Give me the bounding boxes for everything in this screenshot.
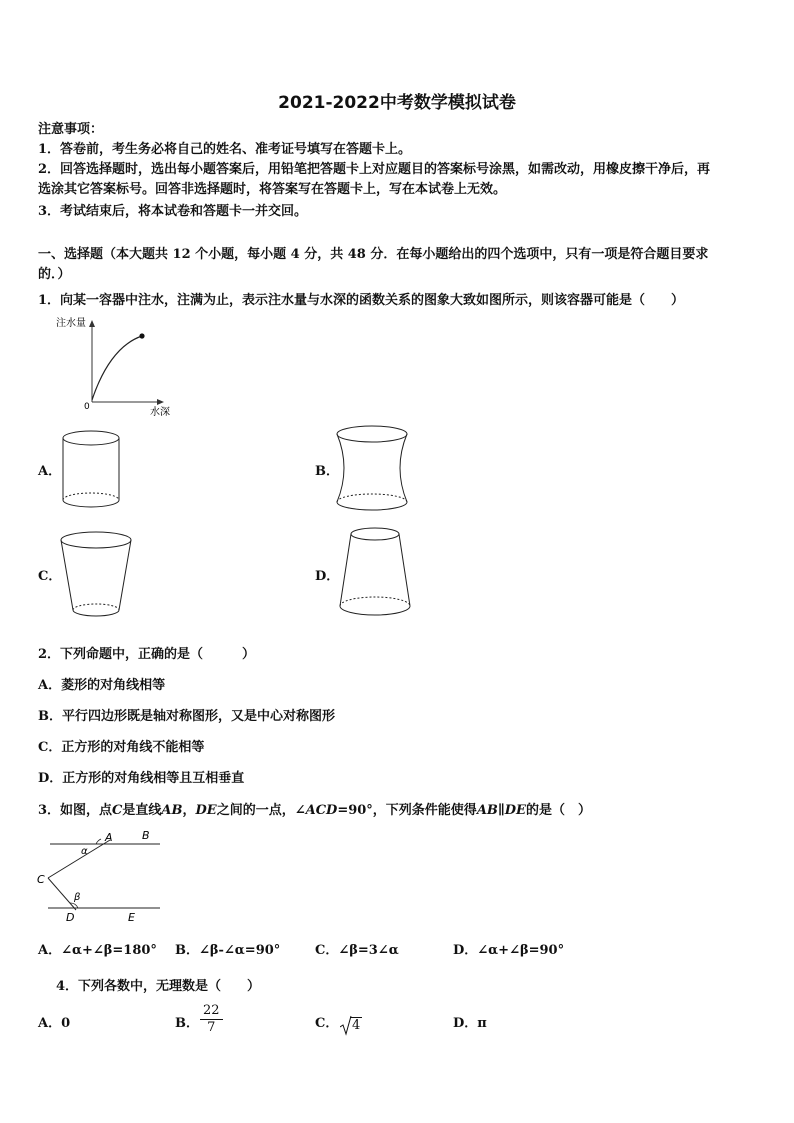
q3-parallel-lines-figure <box>34 826 174 926</box>
fig-label-e: E <box>128 911 135 924</box>
angle-alpha-arc <box>96 839 101 844</box>
graph-y-label: 注水量 <box>56 318 86 329</box>
q1-option-a-label: A． <box>38 464 62 479</box>
section-heading-line1: 一、选择题（本大题共 12 个小题，每小题 4 分，共 48 分．在每小题给出的四个选项中，只有一项是符合题目要求 <box>38 247 709 262</box>
question-2-stem: 2．下列命题中，正确的是（ ） <box>38 647 256 662</box>
q3-stem-mid3: =90°，下列条件能使得 <box>337 803 477 818</box>
q3-point-c: C <box>112 803 123 818</box>
fraction-denominator: 7 <box>207 1020 216 1035</box>
radicand: 4 <box>352 1018 361 1033</box>
notes-heading: 注意事项： <box>38 122 104 137</box>
fig-label-c: C <box>37 873 45 886</box>
question-3-stem <box>38 801 591 821</box>
q1-option-c-vessel <box>56 526 136 626</box>
q3-stem-pre: 3．如图，点 <box>38 803 113 818</box>
question-1-stem: 1．向某一容器中注水，注满为止，表示注水量与水深的函数关系的图象大致如图所示，则该容器可能是（ ） <box>38 293 685 308</box>
exam-title: 2021-2022中考数学模拟试卷 <box>278 93 516 113</box>
q4-option-c-sqrt <box>340 1016 362 1036</box>
note-item-3: 3．考试结束后，将本试卷和答题卡一并交回。 <box>38 204 308 219</box>
graph-curve <box>92 336 142 400</box>
note-item-2-line2: 选涂其它答案标号。回答非选择题时，将答案写在答题卡上，写在本试卷上无效。 <box>38 182 507 197</box>
note-item-1: 1．答卷前，考生务必将自己的姓名、准考证号填写在答题卡上。 <box>38 142 412 157</box>
question-4-stem: 4．下列各数中，无理数是（ ） <box>56 979 261 994</box>
graph-x-arrow <box>157 399 164 405</box>
q4-option-b-fraction <box>200 1003 223 1036</box>
q3-stem-comma: ， <box>182 803 196 818</box>
fig-label-d: D <box>66 911 75 924</box>
radical-sign-icon <box>340 1014 352 1036</box>
q3-angle-acd: ACD <box>305 803 338 818</box>
fraction-numerator: 22 <box>200 1003 223 1020</box>
q4-option-b-label: B． <box>175 1016 199 1031</box>
q3-option-c: C．∠β=3∠α <box>315 943 399 958</box>
q3-parallel-condition: AB∥DE <box>476 803 526 818</box>
q3-line-ab: AB <box>161 803 183 818</box>
graph-y-arrow <box>89 320 95 327</box>
q2-option-c: C．正方形的对角线不能相等 <box>38 740 205 755</box>
q2-option-a: A．菱形的对角线相等 <box>38 678 166 693</box>
q3-stem-end: 的是（ ） <box>525 803 591 818</box>
q3-option-a: A．∠α+∠β=180° <box>38 943 157 958</box>
fig-label-alpha: α <box>81 846 88 857</box>
q1-option-b-vessel <box>333 420 413 520</box>
q3-option-d: D．∠α+∠β=90° <box>453 943 565 958</box>
q4-option-d: D．π <box>453 1016 487 1031</box>
q2-option-b: B．平行四边形既是轴对称图形，又是中心对称图形 <box>38 709 335 724</box>
q1-option-c-label: C． <box>38 569 62 584</box>
q3-stem-mid1: 是直线 <box>122 803 162 818</box>
segment-ca <box>48 840 110 878</box>
note-item-2-line1: 2．回答选择题时，选出每小题答案后，用铅笔把答题卡上对应题目的答案标号涂黑，如需改动，用橡皮擦干净后，再 <box>38 162 711 177</box>
q1-option-d-label: D． <box>315 569 340 584</box>
graph-origin-label: 0 <box>84 402 90 412</box>
q3-stem-mid2: 之间的一点，∠ <box>216 803 306 818</box>
graph-endpoint <box>139 333 144 338</box>
graph-x-label: 水深 <box>150 407 170 418</box>
fig-label-b: B <box>142 829 150 842</box>
fig-label-a: A <box>105 831 113 844</box>
q3-option-b: B．∠β-∠α=90° <box>175 943 281 958</box>
q1-option-a-cylinder <box>58 426 128 516</box>
q1-option-d-vessel <box>333 522 417 626</box>
q1-function-graph <box>50 312 180 418</box>
q4-option-c-label: C． <box>315 1016 339 1031</box>
q3-line-de: DE <box>195 803 217 818</box>
section-heading-line2: 的．） <box>38 267 71 282</box>
q2-option-d: D．正方形的对角线相等且互相垂直 <box>38 771 245 786</box>
segment-cd <box>48 878 76 910</box>
q1-option-b-label: B． <box>315 464 339 479</box>
q4-option-a: A．0 <box>38 1016 71 1031</box>
fig-label-beta: β <box>74 892 81 903</box>
